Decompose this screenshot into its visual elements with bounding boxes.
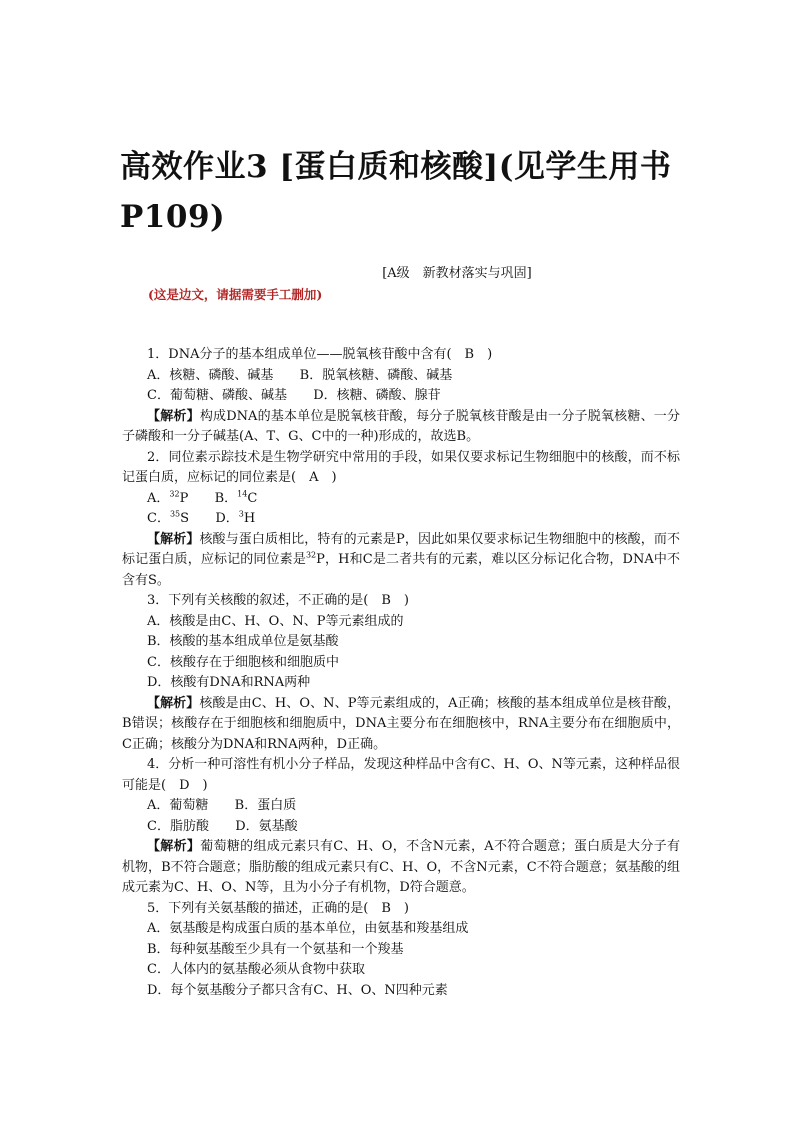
page-title: 高效作业3 [蛋白质和核酸](见学生用书P109)	[120, 149, 672, 235]
option: C．$^{35}$S	[147, 509, 190, 526]
option: A．核糖、磷酸、碱基	[147, 367, 274, 383]
analysis-text: 核酸是由C、H、O、N、P等元素组成的，A正确；核酸的基本组成单位是核苷酸，B错误；核酸存在于细胞核和细胞质中，DNA主要分布在细胞核中，RNA主要分布在细胞质中，C正确；核酸分为DNA和RNA两种，D正确。	[122, 695, 680, 752]
option: D．氨基酸	[235, 818, 298, 834]
analysis-text: 构成DNA的基本单位是脱氧核苷酸，每分子脱氧核苷酸是由一分子脱氧核糖、一分子磷酸和一分子碱基(A、T、G、C中的一种)形成的，故选B。	[122, 408, 680, 444]
option: A．$^{32}$P	[147, 489, 189, 506]
option: A．氨基酸是构成蛋白质的基本单位，由氨基和羧基组成	[147, 921, 469, 936]
options-row	[122, 796, 680, 817]
option: B．核酸的基本组成单位是氨基酸	[147, 634, 339, 649]
analysis-text: P，H和C是二者共有的元素，难以区分标记化合物，DNA中不含有S。	[122, 552, 680, 588]
question-stem: 2．同位素示踪技术是生物学研究中常用的手段，如果仅要求标记生物细胞中的核酸，而不标记蛋白质，应标记的同位素是( A )	[122, 449, 680, 485]
question-stem: 1．DNA分子的基本组成单位——脱氧核苷酸中含有( B )	[147, 347, 493, 362]
analysis-tag: 【解析】	[147, 531, 200, 547]
analysis	[122, 694, 680, 756]
question-stem: 5．下列有关氨基酸的描述，正确的是( B )	[147, 900, 409, 916]
option: D．$^3$H	[215, 509, 256, 526]
option: B．每种氨基酸至少具有一个氨基和一个羧基	[147, 941, 404, 957]
analysis	[122, 407, 680, 448]
option: C．核酸存在于细胞核和细胞质中	[147, 654, 339, 670]
analysis: 【解析】核酸与蛋白质相比，特有的元素是P，因此如果仅要求标记生物细胞中的核酸，而不标记蛋白质，应标记的同位素是$^{32}$P，H和C是二者共有的元素，难以区分标记化合物，DNA中不含有S。	[122, 531, 680, 588]
analysis-text: 核酸与蛋白质相比，特有的元素是P，因此如果仅要求标记生物细胞中的核酸，而不标记蛋白质，应标记的同位素是	[122, 531, 680, 567]
option: B．蛋白质	[234, 798, 297, 813]
analysis	[122, 837, 680, 899]
question-stem: 3．下列有关核酸的叙述，不正确的是( B )	[147, 593, 409, 608]
margin-note: (这是边文，请据需要手工删加)	[148, 287, 323, 302]
analysis-tag: 【解析】	[147, 695, 200, 711]
option: C．人体内的氨基酸必须从食物中获取	[147, 962, 365, 977]
section-level-label: [A级 新教材落实与巩固]	[382, 266, 532, 281]
options-row	[122, 489, 680, 510]
option: A．葡萄糖	[147, 798, 209, 813]
analysis-tag: 【解析】	[147, 408, 200, 424]
options-row	[122, 817, 680, 838]
options-row	[122, 509, 680, 530]
option: D．核糖、磷酸、腺苷	[313, 388, 441, 403]
analysis-text: 葡萄糖的组成元素只有C、H、O，不含N元素，A不符合题意；蛋白质是大分子有机物，B不符合题意；脂肪酸的组成元素只有C、H、O，不含N元素，C不符合题意；氨基酸的组成元素为C、H、O、N等，且为小分子有机物，D符合题意。	[122, 839, 680, 895]
options-row	[122, 366, 680, 387]
question-list	[122, 345, 680, 1001]
option: A．核酸是由C、H、O、N、P等元素组成的	[147, 613, 404, 629]
analysis-tag: 【解析】	[147, 839, 201, 854]
options-row	[122, 386, 680, 407]
question-stem: 4．分析一种可溶性有机小分子样品，发现这种样品中含有C、H、O、N等元素，这种样品很可能是( D )	[122, 757, 680, 793]
option: D．核酸有DNA和RNA两种	[147, 675, 311, 690]
option: C．脂肪酸	[147, 818, 209, 834]
option: D．每个氨基酸分子都只含有C、H、O、N四种元素	[147, 982, 448, 998]
option: C．葡萄糖、磷酸、碱基	[147, 388, 287, 403]
option: B．$^{14}$C	[214, 489, 258, 506]
option: B．脱氧核糖、磷酸、碱基	[299, 367, 453, 383]
